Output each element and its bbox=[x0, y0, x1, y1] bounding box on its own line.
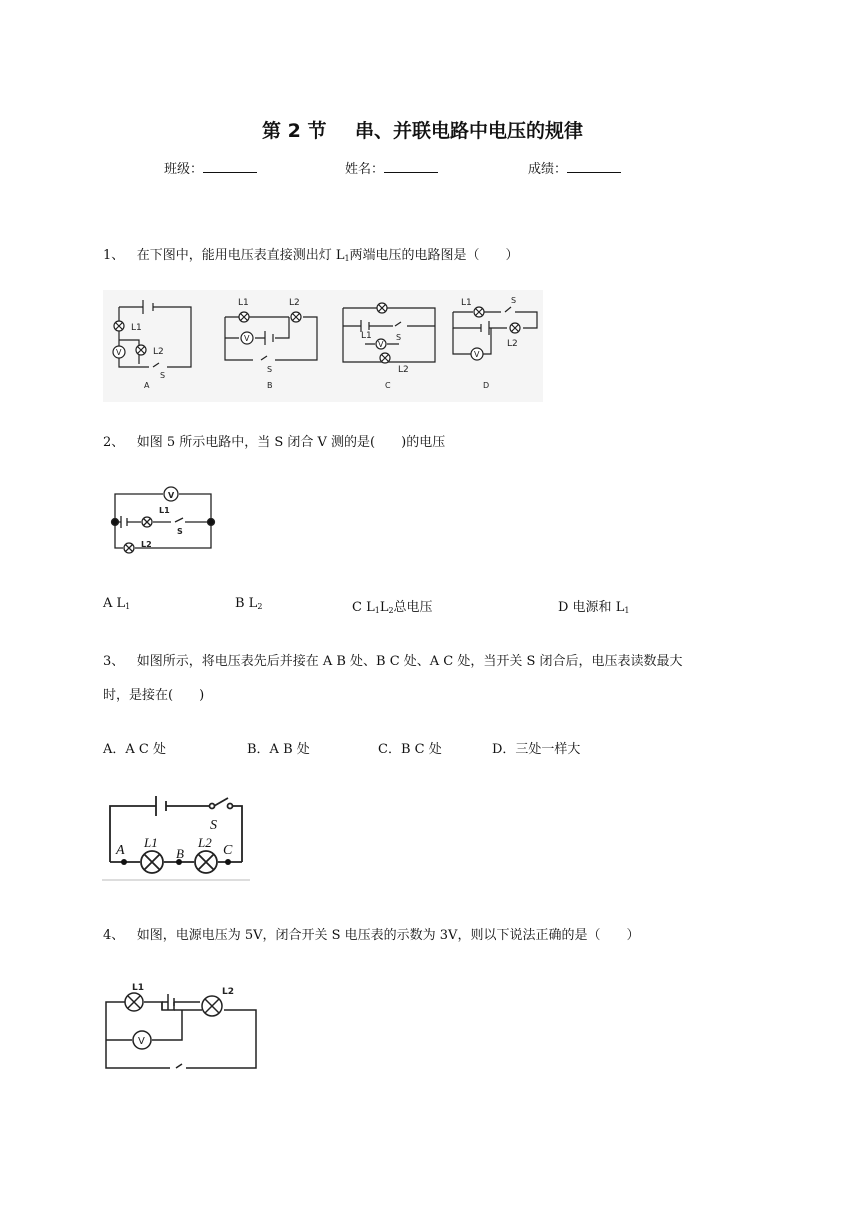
label-a: A bbox=[116, 843, 125, 858]
label-b: B bbox=[176, 846, 184, 861]
label-v: V bbox=[116, 348, 122, 357]
label-s: S bbox=[210, 818, 217, 833]
label-s: S bbox=[160, 371, 166, 380]
q2-circuit-figure bbox=[103, 480, 228, 560]
label-l2: L2 bbox=[153, 347, 164, 357]
label-c: C bbox=[385, 381, 391, 390]
score-label: 成绩： bbox=[528, 162, 568, 177]
option-b: B．A B 处 bbox=[247, 742, 310, 757]
label-v: V bbox=[244, 334, 250, 343]
label-c: C bbox=[223, 843, 233, 858]
label-s: S bbox=[396, 333, 402, 342]
label-l2: L2 bbox=[222, 987, 234, 997]
question-number: 2、 bbox=[103, 435, 125, 450]
class-blank bbox=[203, 160, 257, 173]
label-l1: L1 bbox=[132, 983, 144, 993]
option-text: A L bbox=[103, 596, 126, 611]
subscript: 1 bbox=[344, 254, 350, 263]
subscript: 1 bbox=[374, 606, 380, 615]
name-label: 姓名： bbox=[345, 162, 385, 177]
label-s: S bbox=[267, 365, 273, 374]
label-l1: L1 bbox=[144, 835, 158, 850]
section-number: 第 2 节 bbox=[262, 120, 327, 142]
class-field bbox=[164, 158, 257, 177]
label-v: V bbox=[378, 340, 384, 349]
label-d: D bbox=[483, 381, 490, 390]
question-text: 两端电压的电路图是（ ） bbox=[349, 248, 519, 263]
option-text: L bbox=[379, 600, 389, 615]
question-number: 1、 bbox=[103, 248, 125, 263]
question-number: 3、 bbox=[103, 654, 125, 669]
option-b bbox=[235, 596, 262, 611]
label-v: V bbox=[168, 491, 175, 500]
subscript: 1 bbox=[624, 606, 630, 615]
name-blank bbox=[384, 160, 438, 173]
label-l1: L1 bbox=[361, 331, 372, 341]
question-2 bbox=[103, 431, 445, 450]
subscript: 2 bbox=[257, 602, 263, 611]
option-c: C．B C 处 bbox=[378, 742, 442, 757]
question-text: 如图所示，将电压表先后并接在 A B 处、B C 处、A C 处，当开关 S 闭合后，电压表读数最大 bbox=[136, 654, 683, 669]
option-text: C L bbox=[352, 600, 375, 615]
option-text: B L bbox=[235, 596, 258, 611]
question-text: 在下图中，能用电压表直接测出灯 L bbox=[136, 248, 345, 263]
question-4 bbox=[103, 924, 639, 943]
subscript: 1 bbox=[125, 602, 131, 611]
label-l2: L2 bbox=[141, 540, 152, 549]
label-l1: L1 bbox=[159, 506, 170, 515]
label-l2: L2 bbox=[198, 835, 212, 850]
option-text: 总电压 bbox=[393, 600, 433, 615]
label-s: S bbox=[177, 527, 183, 536]
class-label: 班级： bbox=[164, 162, 204, 177]
label-v: V bbox=[474, 350, 480, 359]
question-text: 如图 5 所示电路中，当 S 闭合 V 测的是( )的电压 bbox=[136, 435, 446, 450]
question-text: 如图，电源电压为 5V，闭合开关 S 电压表的示数为 3V，则以下说法正确的是（ ） bbox=[136, 928, 640, 943]
q1-circuit-figure bbox=[103, 290, 543, 402]
score-blank bbox=[567, 160, 621, 173]
label-l1: L1 bbox=[461, 298, 472, 308]
score-field bbox=[528, 158, 621, 177]
label-l1: L1 bbox=[131, 323, 142, 333]
question-1 bbox=[103, 244, 519, 263]
option-c bbox=[352, 596, 433, 615]
label-l2: L2 bbox=[289, 298, 300, 308]
label-l2: L2 bbox=[398, 365, 409, 375]
question-number: 4、 bbox=[103, 928, 125, 943]
option-a bbox=[103, 596, 130, 611]
option-a: A．A C 处 bbox=[103, 742, 166, 757]
label-l2: L2 bbox=[507, 339, 518, 349]
q4-circuit-figure bbox=[102, 980, 260, 1076]
page-title: 串、并联电路中电压的规律 bbox=[355, 120, 584, 142]
label-l1: L1 bbox=[238, 298, 249, 308]
option-text: D 电源和 L bbox=[558, 600, 625, 615]
q3-circuit-figure bbox=[102, 792, 250, 884]
label-v: V bbox=[138, 1036, 145, 1047]
label-b: B bbox=[267, 381, 273, 390]
label-a: A bbox=[144, 381, 150, 390]
name-field bbox=[345, 158, 438, 177]
question-3 bbox=[103, 650, 683, 669]
subscript: 2 bbox=[388, 606, 394, 615]
label-s: S bbox=[511, 296, 517, 305]
option-d bbox=[558, 596, 629, 615]
question-3-line-2: 时，是接在( ) bbox=[103, 688, 205, 703]
option-d: D．三处一样大 bbox=[492, 742, 581, 757]
